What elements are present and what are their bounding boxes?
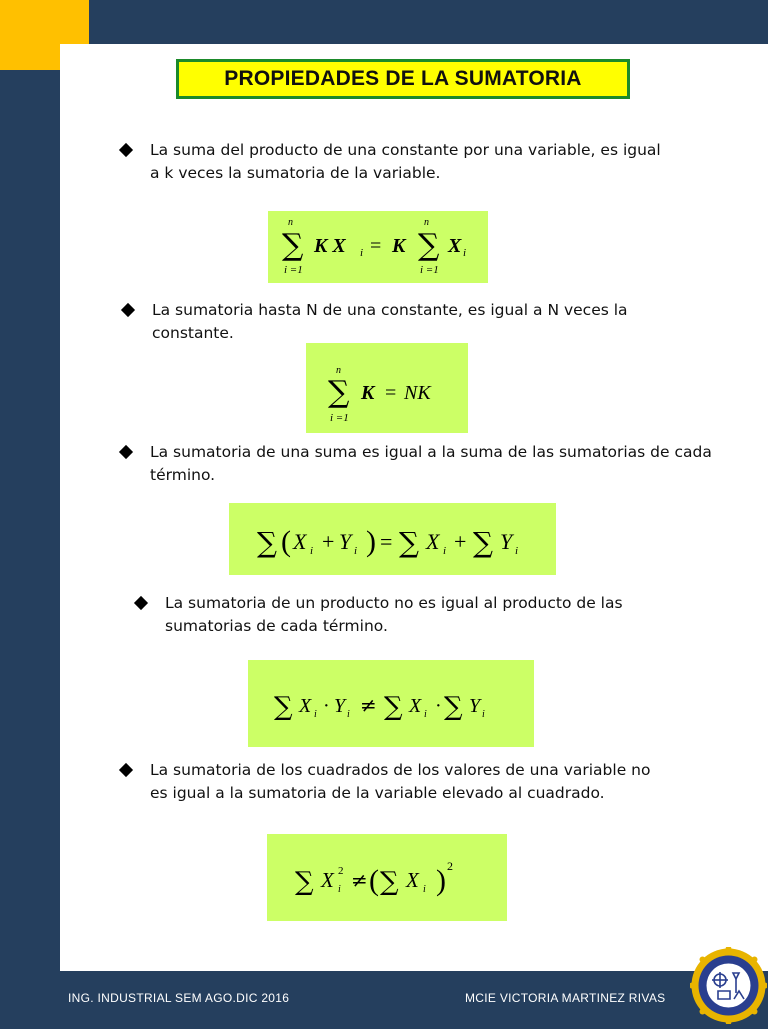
bullet-text: La suma del producto de una constante por una variable, es igual a k veces la sumatoria de la variable. — [150, 141, 661, 182]
close-paren: ) — [436, 864, 446, 897]
bullet-text: La sumatoria de un producto no es igual al producto de las sumatorias de cada término. — [165, 594, 623, 635]
bullet-item-4 — [136, 592, 623, 638]
sigma-icon: ∑ — [418, 228, 440, 263]
dot-operator: · — [435, 695, 442, 717]
sigma-icon: ∑ — [282, 228, 304, 263]
equals-sign: = — [380, 529, 393, 554]
term-x: X — [299, 695, 312, 717]
subscript: i — [310, 545, 314, 557]
diamond-bullet-icon — [119, 445, 133, 459]
subscript: i — [360, 247, 364, 259]
constant: K — [392, 235, 406, 257]
equals-sign: = — [385, 382, 397, 404]
bullet-item-5 — [121, 759, 650, 805]
term: K — [361, 382, 375, 404]
footer-author: MCIE VICTORIA MARTINEZ RIVAS — [465, 991, 666, 1005]
bullet-text: La sumatoria de una suma es igual a la suma de las sumatorias de cada término. — [150, 443, 712, 484]
sigma-icon: ∑ — [444, 692, 463, 722]
subscript: i — [338, 884, 341, 895]
term-x: X — [321, 868, 334, 892]
sum-upper-limit: n — [288, 217, 293, 228]
superscript: 2 — [338, 865, 344, 877]
term-y: Y — [469, 695, 481, 717]
sigma-icon: ∑ — [399, 526, 419, 559]
formula-3 — [229, 503, 556, 575]
superscript: 2 — [447, 859, 453, 873]
not-equal-sign: ≠ — [351, 868, 368, 892]
term-x: X — [426, 529, 440, 554]
sigma-icon: ∑ — [473, 526, 493, 559]
term-y: Y — [500, 529, 513, 554]
term-left: K X — [314, 235, 346, 257]
sum-upper-limit: n — [336, 365, 341, 376]
diamond-bullet-icon — [121, 303, 135, 317]
subscript: i — [515, 545, 519, 557]
term-x: X — [293, 529, 307, 554]
sum-upper-limit: n — [424, 217, 429, 228]
term-y: Y — [339, 529, 352, 554]
sum-lower-limit: i =1 — [420, 264, 439, 276]
formula-4 — [248, 660, 534, 747]
bullet-item-1 — [121, 139, 661, 185]
footer-course: ING. INDUSTRIAL SEM AGO.DIC 2016 — [68, 991, 290, 1005]
page-title: PROPIEDADES DE LA SUMATORIA — [224, 67, 582, 90]
formula-5 — [267, 834, 507, 921]
bullet-text: La sumatoria hasta N de una constante, es igual a N veces la constante. — [152, 301, 628, 342]
bullet-text: La sumatoria de los cuadrados de los valores de una variable no es igual a la sumatoria de la variable elevado al cuadrado. — [150, 761, 651, 802]
term-y: Y — [334, 695, 346, 717]
bullet-item-2 — [123, 299, 628, 345]
diamond-bullet-icon — [119, 143, 133, 157]
subscript: i — [482, 709, 485, 720]
university-seal-icon — [690, 947, 767, 1024]
plus-sign: + — [454, 529, 467, 554]
bullet-item-3 — [121, 441, 712, 487]
subscript: i — [347, 709, 350, 720]
sum-lower-limit: i =1 — [330, 412, 349, 424]
rhs: NK — [404, 382, 431, 404]
sigma-icon: ∑ — [380, 867, 399, 897]
diamond-bullet-icon — [134, 596, 148, 610]
sigma-icon: ∑ — [384, 692, 403, 722]
formula-1 — [268, 211, 488, 283]
subscript: i — [443, 545, 447, 557]
dot-operator: · — [323, 695, 330, 717]
open-paren: ( — [281, 525, 291, 558]
subscript: i — [424, 709, 427, 720]
term-x: X — [406, 868, 419, 892]
sigma-icon: ∑ — [295, 867, 314, 897]
sigma-icon: ∑ — [274, 692, 293, 722]
title-box — [176, 59, 630, 99]
close-paren: ) — [366, 525, 376, 558]
term-x: X — [409, 695, 422, 717]
plus-sign: + — [322, 529, 335, 554]
sigma-icon: ∑ — [328, 375, 350, 410]
diamond-bullet-icon — [119, 763, 133, 777]
sum-lower-limit: i =1 — [284, 264, 303, 276]
subscript: i — [423, 884, 426, 895]
not-equal-sign: ≠ — [360, 693, 377, 717]
subscript: i — [463, 247, 467, 259]
subscript: i — [354, 545, 358, 557]
equals-sign: = — [370, 235, 382, 257]
subscript: i — [314, 709, 317, 720]
formula-2 — [306, 343, 468, 433]
term-right: X — [448, 235, 462, 257]
open-paren: ( — [369, 864, 379, 897]
sigma-icon: ∑ — [257, 526, 277, 559]
